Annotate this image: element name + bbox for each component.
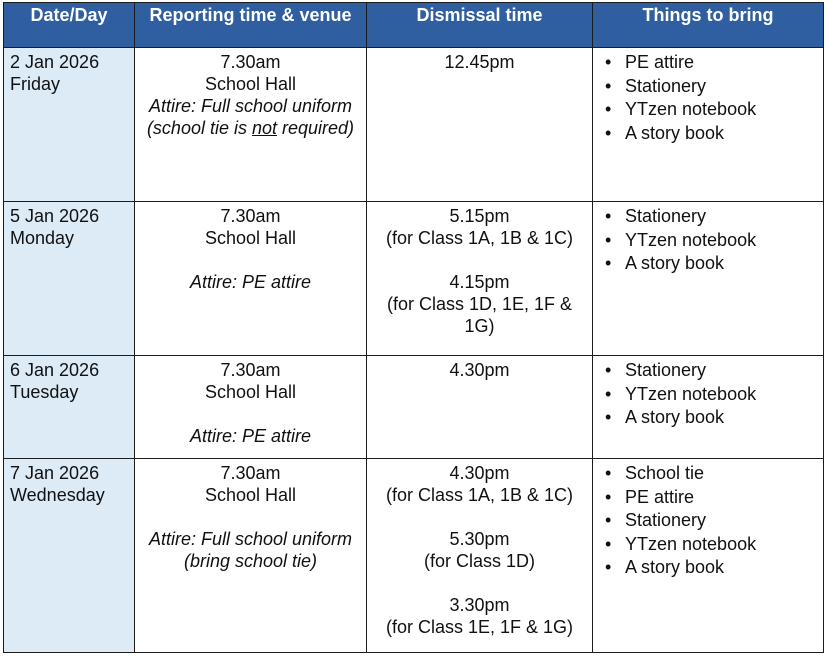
bullet-icon: • <box>605 486 612 507</box>
list-item-text: Stationery <box>625 206 707 226</box>
bullet-icon: • <box>605 99 612 119</box>
list-item-text: YTzen notebook <box>625 533 757 554</box>
reporting-venue: School Hall <box>204 228 297 248</box>
dismissal-cell <box>367 459 593 653</box>
dismissal-cell <box>367 202 593 356</box>
dismissal-classes: (for Class 1A, 1B & 1C) <box>385 228 574 248</box>
reporting-time: 7.30am <box>220 52 281 72</box>
schedule-table <box>3 2 824 653</box>
header-row <box>4 3 824 48</box>
attire-note: Attire: PE attire <box>189 272 312 292</box>
bullet-icon: • <box>605 253 612 273</box>
dismissal-time: 5.15pm <box>449 206 510 226</box>
reporting-venue: School Hall <box>204 74 297 94</box>
table-row <box>4 48 824 202</box>
date-cell <box>4 48 135 202</box>
bring-list <box>599 359 819 430</box>
attire-tie-pre: (school tie is <box>146 118 252 138</box>
attire-tie-note <box>141 117 360 139</box>
attire-note: Attire: Full school uniform <box>148 96 353 116</box>
bullet-icon: • <box>605 383 612 404</box>
dismissal-classes: (for Class 1D, 1E, 1F & 1G) <box>386 294 573 336</box>
attire-note: Attire: Full school uniform <box>148 529 353 549</box>
bring-cell <box>593 48 824 202</box>
list-item <box>599 462 819 486</box>
list-item <box>599 486 819 510</box>
list-item <box>599 383 819 407</box>
list-item <box>599 556 819 580</box>
dismissal-cell <box>367 48 593 202</box>
list-item-text: YTzen notebook <box>625 99 757 119</box>
date-cell <box>4 202 135 356</box>
list-item <box>599 359 819 383</box>
date-text: 7 Jan 2026 <box>10 463 100 483</box>
list-item <box>599 122 819 146</box>
attire-tie-note: (bring school tie) <box>183 551 318 571</box>
list-item-text: A story book <box>625 122 725 143</box>
list-item-text: A story book <box>625 253 725 273</box>
date-text: 2 Jan 2026 <box>10 52 100 72</box>
reporting-time: 7.30am <box>220 463 281 483</box>
list-item-text: PE attire <box>625 52 695 72</box>
list-item-text: A story book <box>625 407 725 427</box>
reporting-cell <box>135 356 367 459</box>
bullet-icon: • <box>605 407 612 427</box>
list-item-text: A story book <box>625 557 725 577</box>
reporting-time: 7.30am <box>220 360 281 380</box>
list-item <box>599 229 819 253</box>
reporting-cell <box>135 48 367 202</box>
bring-list <box>599 462 819 580</box>
list-item <box>599 51 819 75</box>
attire-note: Attire: PE attire <box>189 426 312 446</box>
list-item <box>599 406 819 430</box>
bring-cell <box>593 459 824 653</box>
bullet-icon: • <box>605 75 612 96</box>
list-item-text: Stationery <box>625 360 707 380</box>
list-item-text: Stationery <box>625 75 707 96</box>
reporting-cell <box>135 459 367 653</box>
date-cell <box>4 356 135 459</box>
bullet-icon: • <box>605 463 612 483</box>
list-item-text: YTzen notebook <box>625 383 757 404</box>
header-dismissal-time: Dismissal time <box>367 3 593 48</box>
header-reporting-time-venue: Reporting time & venue <box>135 3 367 48</box>
list-item <box>599 252 819 276</box>
dismissal-time: 4.30pm <box>449 463 510 483</box>
dismissal-time: 3.30pm <box>449 595 510 615</box>
day-text: Wednesday <box>10 485 105 505</box>
dismissal-classes: (for Class 1A, 1B & 1C) <box>385 485 574 505</box>
attire-tie-not: not <box>251 118 278 138</box>
bullet-icon: • <box>605 206 612 226</box>
list-item-text: Stationery <box>625 510 707 530</box>
dismissal-classes: (for Class 1D) <box>423 551 535 571</box>
dismissal-classes: (for Class 1E, 1F & 1G) <box>385 617 574 637</box>
header-things-to-bring: Things to bring <box>593 3 824 48</box>
dismissal-time: 4.30pm <box>449 360 510 380</box>
dismissal-time: 5.30pm <box>449 529 510 549</box>
bullet-icon: • <box>605 557 612 577</box>
reporting-time: 7.30am <box>220 206 281 226</box>
day-text: Monday <box>10 228 75 248</box>
list-item <box>599 98 819 122</box>
list-item <box>599 533 819 557</box>
bullet-icon: • <box>605 510 612 530</box>
day-text: Tuesday <box>10 382 79 402</box>
date-text: 6 Jan 2026 <box>10 360 100 380</box>
list-item <box>599 75 819 99</box>
bullet-icon: • <box>605 122 612 143</box>
bullet-icon: • <box>605 52 612 72</box>
bring-list <box>599 51 819 145</box>
list-item-text: PE attire <box>625 486 695 507</box>
table-row <box>4 459 824 653</box>
day-text: Friday <box>10 74 61 94</box>
dismissal-cell <box>367 356 593 459</box>
list-item <box>599 509 819 533</box>
list-item-text: YTzen notebook <box>625 229 757 250</box>
bullet-icon: • <box>605 229 612 250</box>
dismissal-time: 12.45pm <box>444 52 515 72</box>
dismissal-time: 4.15pm <box>449 272 510 292</box>
bullet-icon: • <box>605 360 612 380</box>
reporting-cell <box>135 202 367 356</box>
list-item <box>599 205 819 229</box>
table-row <box>4 202 824 356</box>
reporting-venue: School Hall <box>204 382 297 402</box>
reporting-venue: School Hall <box>204 485 297 505</box>
bring-cell <box>593 202 824 356</box>
date-text: 5 Jan 2026 <box>10 206 100 226</box>
table-row <box>4 356 824 459</box>
date-cell <box>4 459 135 653</box>
list-item-text: School tie <box>625 463 705 483</box>
bullet-icon: • <box>605 533 612 554</box>
bring-list <box>599 205 819 276</box>
header-date-day: Date/Day <box>4 3 135 48</box>
bring-cell <box>593 356 824 459</box>
attire-tie-post: required) <box>277 118 355 138</box>
